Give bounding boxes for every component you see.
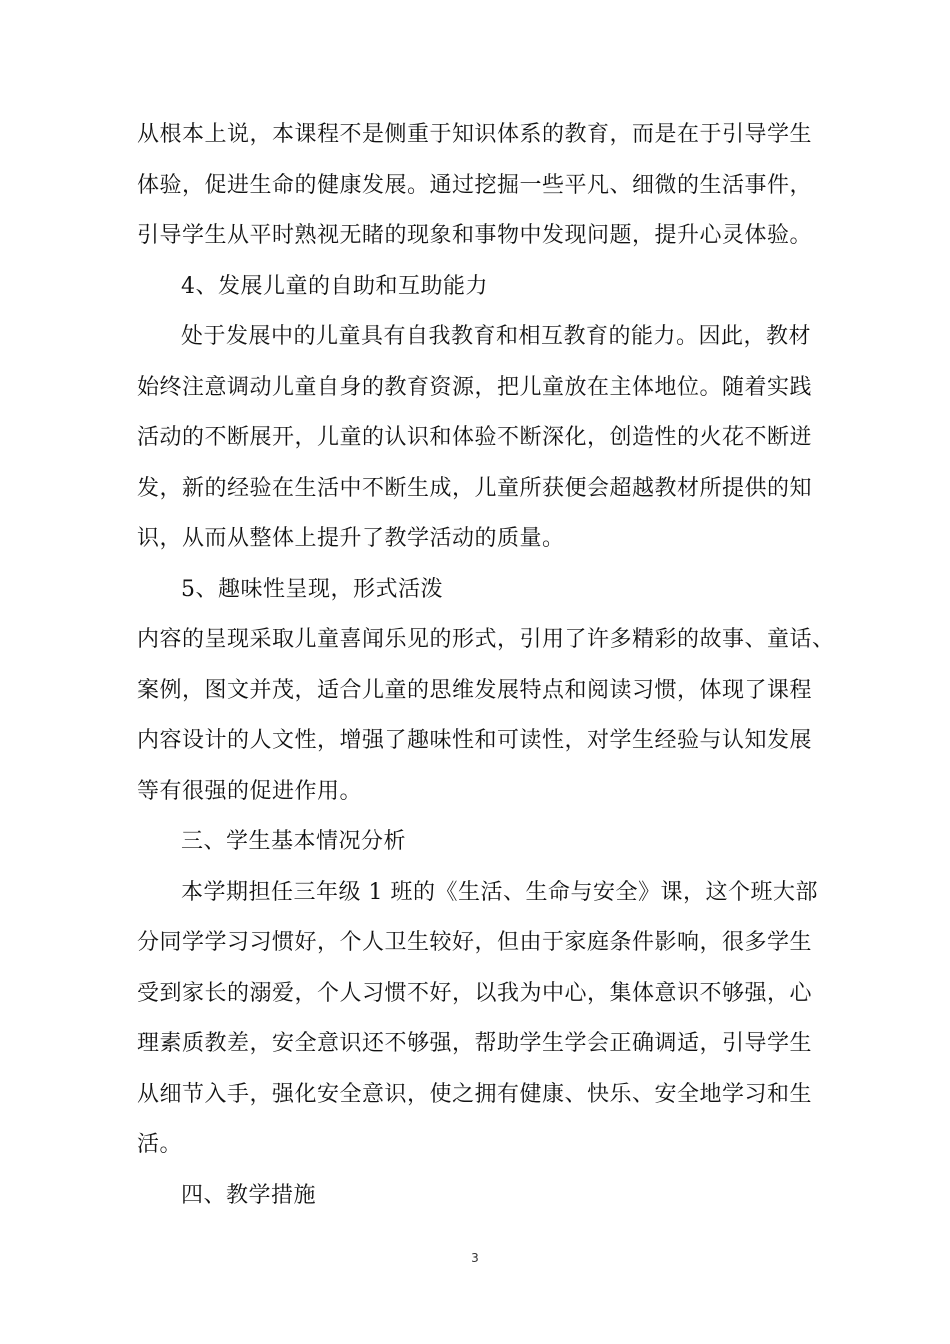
text-line: 活。 [137, 1132, 183, 1157]
text-line: 发，新的经验在生活中不断生成，儿童所获便会超越教材所提供的知 [137, 476, 813, 501]
page-number: 3 [471, 1251, 479, 1265]
text-line: 从细节入手，强化安全意识，使之拥有健康、快乐、安全地学习和生 [137, 1082, 813, 1107]
text-line: 体验，促进生命的健康发展。通过挖掘一些平凡、细微的生活事件， [137, 173, 813, 198]
text-line: 从根本上说，本课程不是侧重于知识体系的教育，而是在于引导学生 [137, 122, 813, 147]
text-line: 内容设计的人文性，增强了趣味性和可读性，对学生经验与认知发展 [137, 728, 813, 753]
text-line: 分同学学习习惯好，个人卫生较好，但由于家庭条件影响，很多学生 [137, 930, 813, 955]
section-heading: 5、趣味性呈现，形式活泼 [181, 577, 443, 602]
text-line: 等有很强的促进作用。 [137, 779, 363, 804]
text-line: 受到家长的溺爱，个人习惯不好，以我为中心，集体意识不够强，心 [137, 981, 813, 1006]
section-heading: 4、发展儿童的自助和互助能力 [181, 274, 488, 299]
text-line: 本学期担任三年级 1 班的《生活、生命与安全》课，这个班大部 [181, 880, 818, 905]
text-line: 案例，图文并茂，适合儿童的思维发展特点和阅读习惯，体现了课程 [137, 678, 813, 703]
text-line: 识，从而从整体上提升了教学活动的质量。 [137, 526, 565, 551]
text-line: 引导学生从平时熟视无睹的现象和事物中发现问题，提升心灵体验。 [137, 223, 813, 248]
section-heading: 三、学生基本情况分析 [181, 829, 407, 854]
text-line: 活动的不断展开，儿童的认识和体验不断深化，创造性的火花不断迸 [137, 425, 813, 450]
text-line: 处于发展中的儿童具有自我教育和相互教育的能力。因此，教材 [181, 324, 812, 349]
section-heading: 四、教学措施 [181, 1183, 317, 1208]
text-line: 始终注意调动儿童自身的教育资源，把儿童放在主体地位。随着实践 [137, 375, 813, 400]
text-line: 理素质教差，安全意识还不够强，帮助学生学会正确调适，引导学生 [137, 1031, 813, 1056]
text-line: 内容的呈现采取儿童喜闻乐见的形式，引用了许多精彩的故事、童话、 [137, 627, 835, 652]
